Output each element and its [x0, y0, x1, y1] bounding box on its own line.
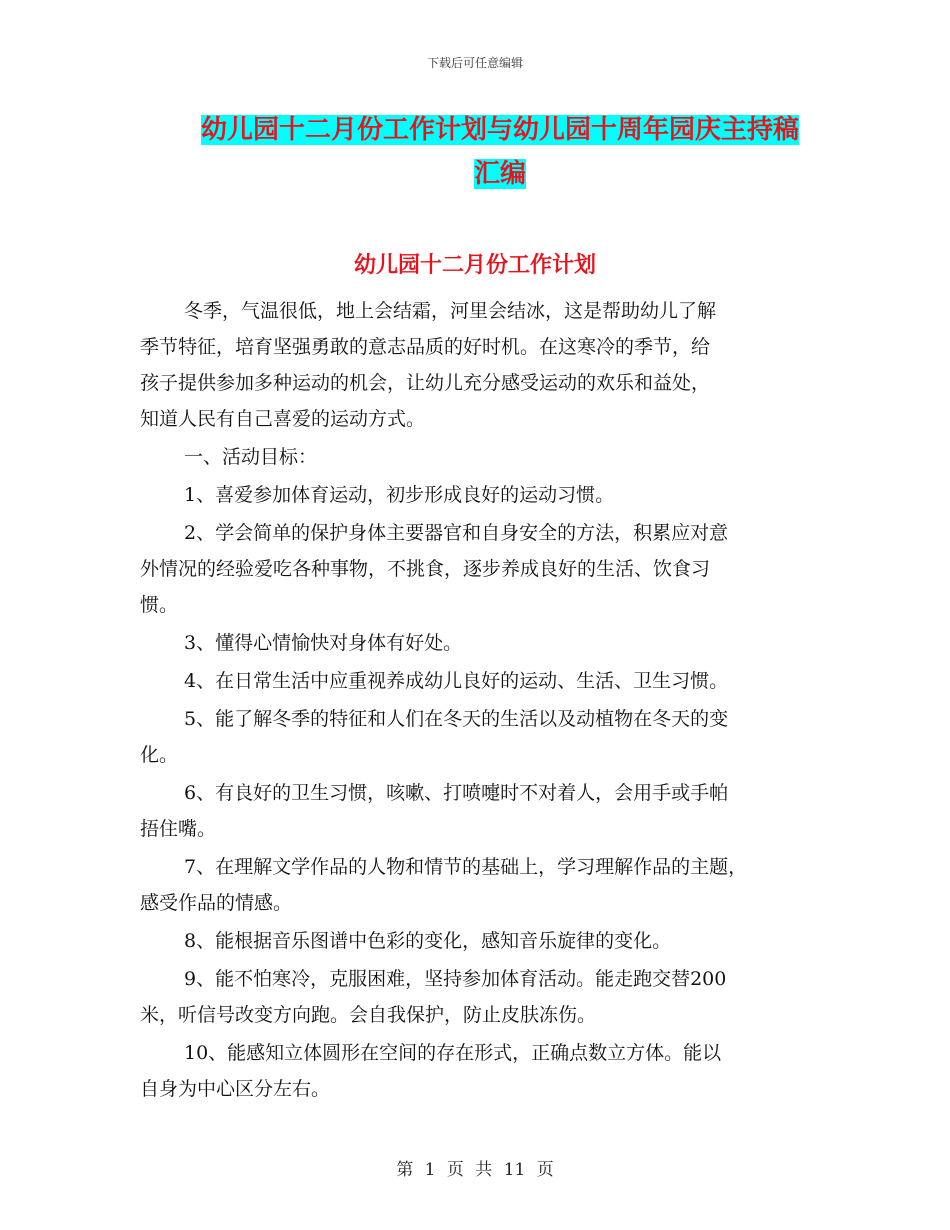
- paragraph-line: 季节特征，培育坚强勇敢的意志品质的好时机。在这寒冷的季节，给: [140, 336, 711, 358]
- paragraph: [140, 477, 815, 515]
- paragraph-first-line: 4、在日常生活中应重视养成幼儿良好的运动、生活、卫生习惯。: [184, 670, 729, 692]
- paragraph: [140, 439, 815, 477]
- paragraph: [140, 1035, 815, 1109]
- paragraph-line: 捂住嘴。: [140, 818, 217, 840]
- paragraph-line: 化。: [140, 744, 179, 766]
- paragraph-first-line: 冬季，气温很低，地上会结霜，河里会结冰，这是帮助幼儿了解: [184, 300, 717, 322]
- paragraph-line: 米，听信号改变方向跑。会自我保护，防止皮肤冻伤。: [140, 1004, 597, 1026]
- paragraph-first-line: 9、能不怕寒冷，克服困难，坚持参加体育活动。能走跑交替200: [184, 968, 727, 990]
- paragraph-first-line: 7、在理解文学作品的人物和情节的基础上，学习理解作品的主题，: [184, 856, 748, 878]
- paragraph-first-line: 1、喜爱参加体育运动，初步形成良好的运动习惯。: [184, 484, 615, 506]
- document-title-line-1: 幼儿园十二月份工作计划与幼儿园十周年园庆主持稿: [200, 115, 799, 145]
- page-header: 下载后可任意编辑: [426, 56, 523, 70]
- page-footer: 第 1 页 共 11 页: [396, 1160, 554, 1180]
- paragraph: [140, 625, 815, 663]
- document-title-line-2: 汇编: [473, 159, 526, 189]
- paragraph-line: 孩子提供参加多种运动的机会，让幼儿充分感受运动的欢乐和益处，: [140, 372, 711, 394]
- document-title: [190, 113, 810, 147]
- paragraph: [140, 775, 815, 849]
- paragraph-first-line: 一、活动目标：: [184, 446, 318, 468]
- paragraph-line: 外情况的经验爱吃各种事物，不挑食，逐步养成良好的生活、饮食习: [140, 558, 711, 580]
- paragraph: [140, 293, 815, 439]
- paragraph-first-line: 2、学会简单的保护身体主要器官和自身安全的方法，积累应对意: [184, 522, 729, 544]
- paragraph-first-line: 3、懂得心情愉快对身体有好处。: [184, 632, 463, 654]
- paragraph-first-line: 10、能感知立体圆形在空间的存在形式，正确点数立方体。能以: [184, 1042, 722, 1064]
- paragraph: [140, 923, 815, 961]
- paragraph-first-line: 6、有良好的卫生习惯，咳嗽、打喷嚏时不对着人，会用手或手帕: [184, 782, 729, 804]
- document-title-continued: [190, 157, 810, 191]
- paragraph-first-line: 8、能根据音乐图谱中色彩的变化，感知音乐旋律的变化。: [184, 930, 672, 952]
- paragraph: [140, 663, 815, 701]
- paragraph: [140, 961, 815, 1035]
- paragraph-first-line: 5、能了解冬季的特征和人们在冬天的生活以及动植物在冬天的变: [184, 708, 729, 730]
- paragraph-line: 惯。: [140, 594, 179, 616]
- paragraph-line: 知道人民有自己喜爱的运动方式。: [140, 408, 426, 430]
- paragraph: [140, 515, 815, 625]
- paragraph-line: 自身为中心区分左右。: [140, 1078, 331, 1100]
- document-body: [140, 293, 815, 1109]
- paragraph: [140, 701, 815, 775]
- paragraph: [140, 849, 815, 923]
- paragraph-line: 感受作品的情感。: [140, 892, 293, 914]
- section-title: 幼儿园十二月份工作计划: [353, 253, 596, 278]
